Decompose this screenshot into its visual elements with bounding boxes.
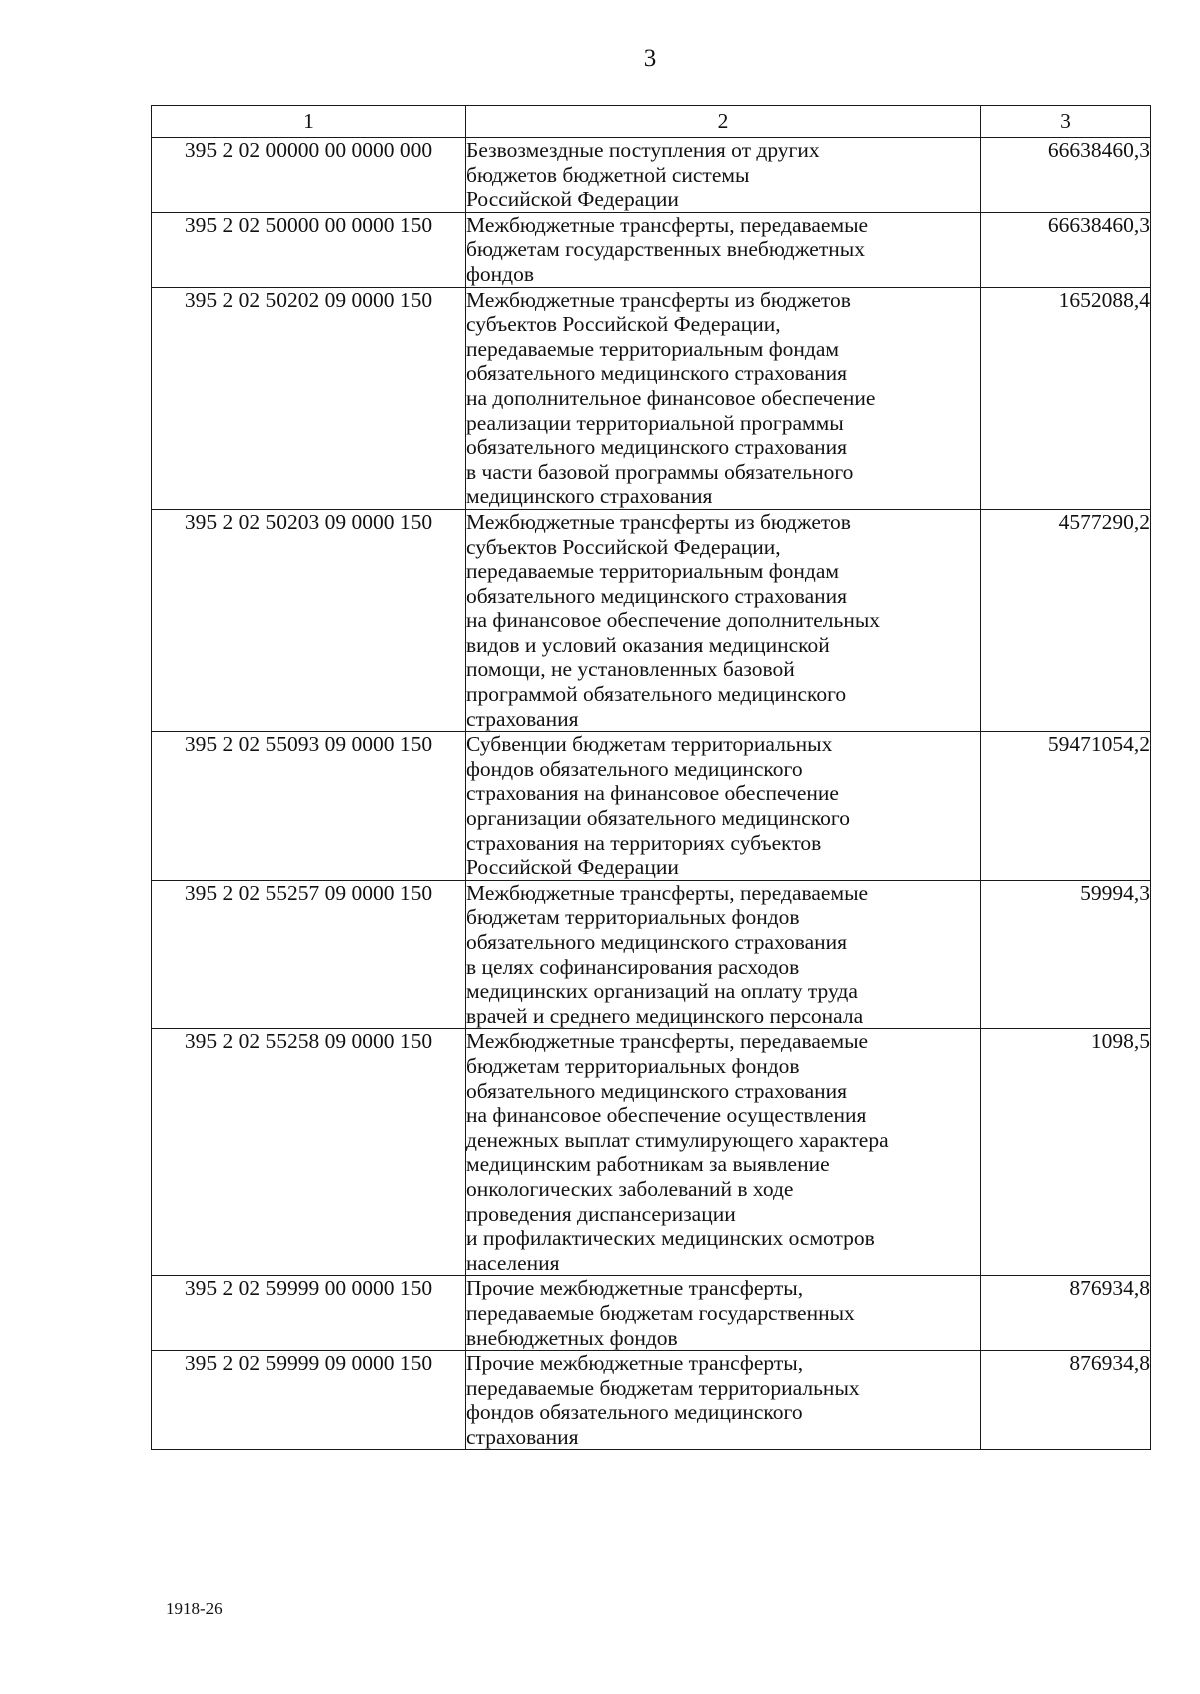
revenue-name-line: обязательного медицинского страхования bbox=[466, 930, 848, 954]
revenue-name-line: передаваемые бюджетам территориальных bbox=[466, 1375, 860, 1400]
revenue-name-line: Межбюджетные трансферты из бюджетов bbox=[466, 287, 851, 312]
revenue-name-cell bbox=[466, 1351, 981, 1450]
revenue-name-line: видов и условий оказания медицинской bbox=[466, 632, 830, 657]
table-row bbox=[152, 287, 1151, 509]
revenue-name-cell bbox=[466, 1029, 981, 1276]
amount-cell: 66638460,3 bbox=[981, 138, 1151, 213]
revenue-name-line: внебюджетных фондов bbox=[466, 1325, 678, 1350]
revenue-name-line: обязательного медицинского страхования bbox=[466, 1078, 848, 1103]
table-row bbox=[152, 509, 1151, 731]
amount-cell: 66638460,3 bbox=[981, 212, 1151, 287]
revenue-code-cell: 395 2 02 50203 09 0000 150 bbox=[152, 509, 466, 731]
revenue-name-line: субъектов Российской Федерации, bbox=[466, 312, 781, 337]
amount-cell: 1098,5 bbox=[981, 1029, 1151, 1276]
revenue-name-cell bbox=[466, 212, 981, 287]
revenue-name-line: передаваемые территориальным фондам bbox=[466, 559, 839, 584]
revenue-name-cell bbox=[466, 287, 981, 509]
revenue-name-line: страхования bbox=[466, 706, 579, 731]
revenue-name-line: на дополнительное финансовое обеспечение bbox=[466, 385, 876, 410]
revenue-name-cell bbox=[466, 880, 981, 1029]
revenue-name-line: передаваемые бюджетам государственных bbox=[466, 1300, 855, 1325]
revenue-name-line: на финансовое обеспечение осуществления bbox=[466, 1103, 867, 1128]
revenue-name-line: Межбюджетные трансферты из бюджетов bbox=[466, 509, 851, 534]
revenue-name-line: Межбюджетные трансферты, передаваемые bbox=[466, 880, 869, 905]
revenue-name-line: фондов обязательного медицинского bbox=[466, 756, 803, 781]
revenue-name-line: Межбюджетные трансферты, передаваемые bbox=[466, 1029, 869, 1054]
budget-revenue-table bbox=[151, 105, 1151, 1450]
page-number: 3 bbox=[643, 45, 657, 72]
revenue-name-line: передаваемые территориальным фондам bbox=[466, 336, 839, 361]
revenue-name-line: медицинского страхования bbox=[466, 484, 713, 509]
table-body bbox=[152, 138, 1151, 1450]
amount-cell: 59471054,2 bbox=[981, 732, 1151, 881]
table-row bbox=[152, 880, 1151, 1029]
revenue-name-line: в целях софинансирования расходов bbox=[466, 954, 800, 979]
revenue-name-line: Субвенции бюджетам территориальных bbox=[466, 732, 833, 757]
revenue-name-line: Межбюджетные трансферты, передаваемые bbox=[466, 212, 869, 237]
revenue-name-line: медицинским работникам за выявление bbox=[466, 1152, 830, 1177]
revenue-name-line: программой обязательного медицинского bbox=[466, 682, 847, 707]
revenue-name-line: обязательного медицинского страхования bbox=[466, 583, 848, 608]
revenue-name-line: бюджетам территориальных фондов bbox=[466, 1053, 800, 1078]
revenue-name-line: субъектов Российской Федерации, bbox=[466, 534, 781, 559]
revenue-name-line: медицинских организаций на оплату труда bbox=[466, 979, 858, 1004]
revenue-name-line: онкологических заболеваний в ходе bbox=[466, 1176, 794, 1201]
revenue-code-cell: 395 2 02 59999 09 0000 150 bbox=[152, 1351, 466, 1450]
revenue-name-cell bbox=[466, 1276, 981, 1351]
table-row bbox=[152, 138, 1151, 213]
revenue-name-line: на финансовое обеспечение дополнительных bbox=[466, 608, 881, 633]
revenue-name-line: Российской Федерации bbox=[466, 855, 679, 880]
revenue-name-line: фондов bbox=[466, 261, 535, 286]
revenue-name-cell bbox=[466, 732, 981, 881]
revenue-name-line: страхования bbox=[466, 1424, 579, 1449]
amount-cell: 1652088,4 bbox=[981, 287, 1151, 509]
column-header-code: 1 bbox=[152, 106, 466, 138]
table-row bbox=[152, 1351, 1151, 1450]
revenue-code-cell: 395 2 02 59999 00 0000 150 bbox=[152, 1276, 466, 1351]
revenue-name-line: населения bbox=[466, 1250, 560, 1275]
revenue-code-cell: 395 2 02 55257 09 0000 150 bbox=[152, 880, 466, 1029]
table-header-row bbox=[152, 106, 1151, 138]
revenue-name-line: Безвозмездные поступления от других bbox=[466, 138, 820, 162]
revenue-name-line: врачей и среднего медицинского персонала bbox=[466, 1003, 864, 1028]
revenue-name-line: страхования на финансовое обеспечение bbox=[466, 781, 839, 806]
document-id: 1918-26 bbox=[166, 1599, 223, 1618]
table-row bbox=[152, 212, 1151, 287]
revenue-name-line: Прочие межбюджетные трансферты, bbox=[466, 1351, 804, 1376]
revenue-name-line: обязательного медицинского страхования bbox=[466, 435, 848, 460]
revenue-name-line: и профилактических медицинских осмотров bbox=[466, 1226, 875, 1251]
table-row bbox=[152, 1276, 1151, 1351]
revenue-name-line: бюджетам территориальных фондов bbox=[466, 905, 800, 930]
table-row bbox=[152, 1029, 1151, 1276]
revenue-name-line: обязательного медицинского страхования bbox=[466, 361, 848, 386]
revenue-name-line: Российской Федерации bbox=[466, 187, 679, 212]
revenue-name-line: реализации территориальной программы bbox=[466, 410, 844, 435]
amount-cell: 876934,8 bbox=[981, 1351, 1151, 1450]
revenue-code-cell: 395 2 02 55258 09 0000 150 bbox=[152, 1029, 466, 1276]
revenue-name-cell bbox=[466, 509, 981, 731]
table-row bbox=[152, 732, 1151, 881]
revenue-name-line: помощи, не установленных базовой bbox=[466, 657, 795, 682]
amount-cell: 4577290,2 bbox=[981, 509, 1151, 731]
column-header-amount: 3 bbox=[981, 106, 1151, 138]
revenue-code-cell: 395 2 02 00000 00 0000 000 bbox=[152, 138, 466, 213]
revenue-name-line: в части базовой программы обязательного bbox=[466, 459, 854, 484]
revenue-name-line: бюджетам государственных внебюджетных bbox=[466, 237, 865, 262]
revenue-name-line: фондов обязательного медицинского bbox=[466, 1400, 803, 1425]
amount-cell: 59994,3 bbox=[981, 880, 1151, 1029]
revenue-name-line: организации обязательного медицинского bbox=[466, 806, 850, 831]
revenue-code-cell: 395 2 02 50202 09 0000 150 bbox=[152, 287, 466, 509]
revenue-name-line: страхования на территориях субъектов bbox=[466, 830, 822, 855]
column-header-name: 2 bbox=[466, 106, 981, 138]
revenue-name-line: проведения диспансеризации bbox=[466, 1201, 736, 1226]
revenue-name-line: Прочие межбюджетные трансферты, bbox=[466, 1276, 804, 1301]
revenue-code-cell: 395 2 02 50000 00 0000 150 bbox=[152, 212, 466, 287]
revenue-name-line: бюджетов бюджетной системы bbox=[466, 162, 750, 187]
amount-cell: 876934,8 bbox=[981, 1276, 1151, 1351]
revenue-name-line: денежных выплат стимулирующего характера bbox=[466, 1127, 889, 1152]
revenue-name-cell bbox=[466, 138, 981, 213]
revenue-code-cell: 395 2 02 55093 09 0000 150 bbox=[152, 732, 466, 881]
